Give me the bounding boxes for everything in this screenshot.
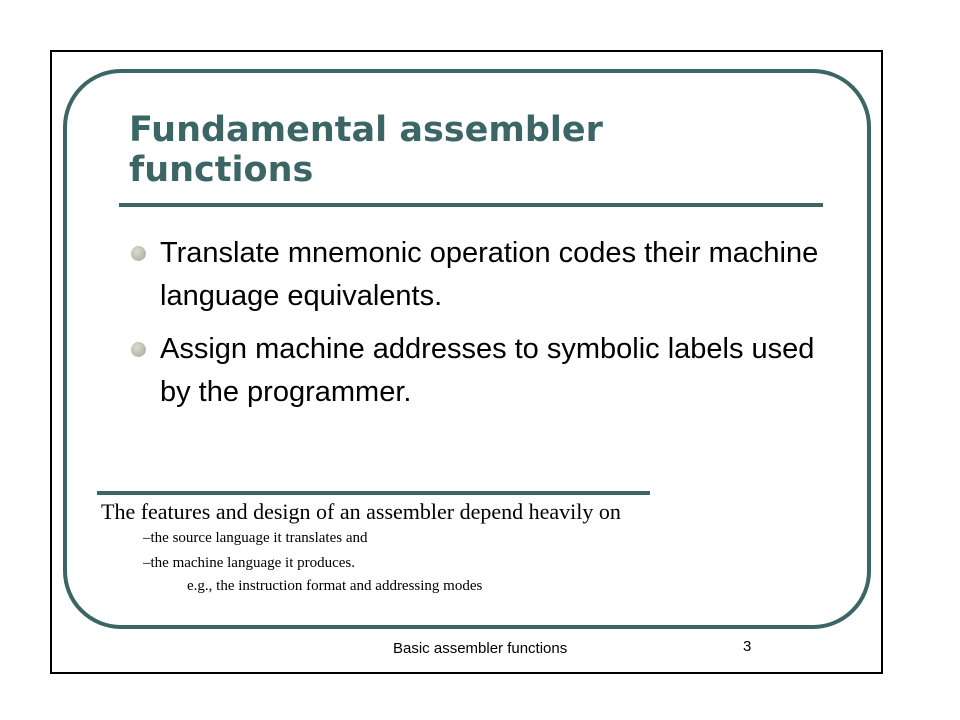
slide-title: Fundamental assembler functions [129, 110, 603, 190]
inset-rule [97, 491, 650, 495]
inset-line: –the source language it translates and [143, 530, 368, 546]
bullet-list [130, 232, 830, 424]
bullet-text: Assign machine addresses to symbolic labels used by the programmer. [160, 333, 815, 408]
bullet-text: Translate mnemonic operation codes their machine language equivalents. [160, 237, 819, 312]
bullet-dot-icon [131, 246, 146, 261]
inset-heading: The features and design of an assembler depend heavily on [101, 499, 621, 524]
footer-title: Basic assembler functions [393, 640, 568, 657]
bullet-dot-icon [131, 342, 146, 357]
page-number: 3 [743, 638, 752, 655]
inset-line: e.g., the instruction format and addressing modes [187, 578, 483, 594]
bullet-item [130, 232, 830, 318]
bullet-item [130, 328, 830, 414]
inset-line: –the machine language it produces. [143, 555, 356, 571]
title-underline [119, 203, 823, 207]
